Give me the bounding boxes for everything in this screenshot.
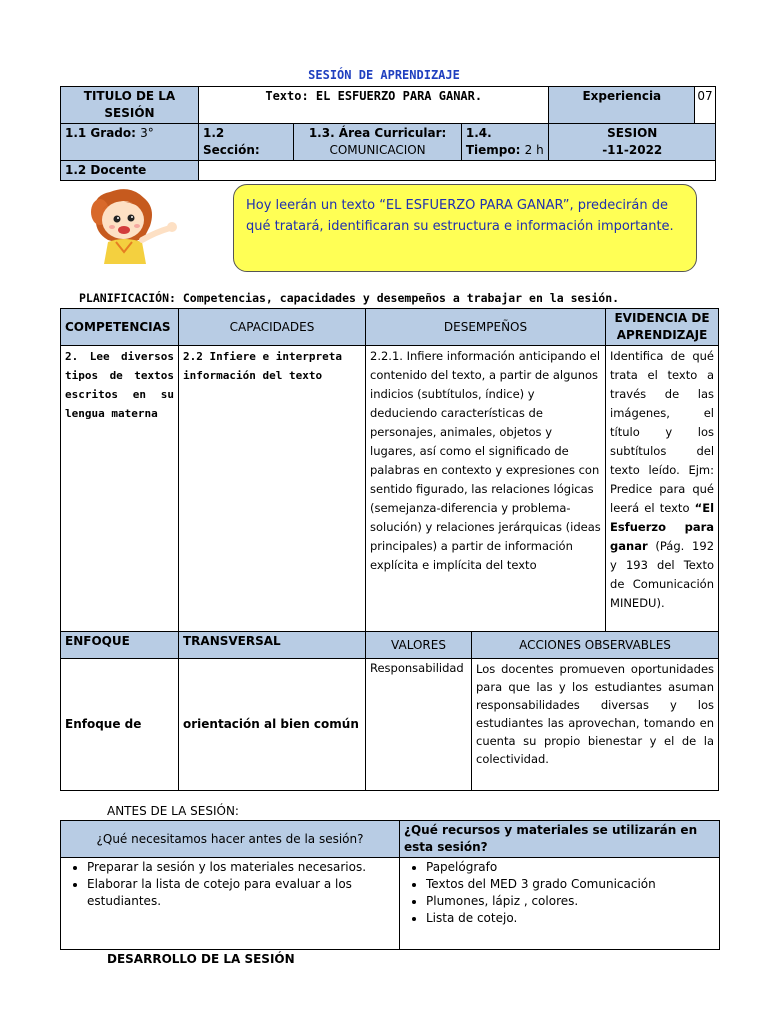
desempeno-text: 2.2.1. Infiere información anticipando el contenido del texto, a partir de algunos indicios (subtítulos, índice) y deduciendo características de personajes, animales, objetos y lugares, así como el significado de palabras en contexto y expresiones con sentido figurado, las relaciones lógicas (semejanza-diferencia y problema-solución) y relaciones jerárquicas (ideas principales) a partir de información explícita e implícita del texto	[366, 346, 606, 632]
header-acciones: ACCIONES OBSERVABLES	[472, 632, 719, 659]
tiempo-label: Tiempo:	[465, 143, 521, 157]
experiencia-label: Experiencia	[549, 87, 695, 124]
seccion-number: 1.2	[203, 126, 225, 140]
antes-right-list	[404, 859, 715, 927]
evidencia-text-2b: “El Esfuerzo para ganar	[610, 501, 715, 553]
antes-header-right: ¿Qué recursos y materiales se utilizarán en esta sesión?	[400, 821, 720, 858]
area-cell	[294, 124, 462, 161]
sesion-cell	[549, 124, 716, 161]
evidencia-text-2c: (Pág. 192 y 193 del Texto de Comunicación MINEDU).	[610, 539, 715, 610]
valor-text: Responsabilidad	[366, 659, 472, 791]
antes-table	[60, 820, 720, 950]
evidencia-text-2a: Ejm: Predice para qué leerá el texto	[610, 463, 715, 515]
capacidad-text: 2.2 Infiere e interpreta información del texto	[179, 346, 366, 632]
area-value: COMUNICACION	[329, 143, 426, 157]
planning-table	[60, 308, 719, 791]
antes-right-cell	[400, 858, 720, 950]
competencia-text: 2. Lee diversos tipos de textos escritos en su lengua materna	[61, 346, 179, 632]
header-table	[60, 86, 716, 181]
sesion-label: SESION	[607, 126, 658, 140]
header-valores: VALORES	[366, 632, 472, 659]
list-item: • Elaborar la lista de cotejo para evaluar a los estudiantes.	[87, 876, 395, 910]
enfoque-text: Enfoque de	[61, 659, 179, 791]
acciones-text: Los docentes promueven oportunidades para que las y los estudiantes asuman responsabilidades diversas y los estudiantes las aprovechan, tomando en cuenta su propio bienestar y el de la colectividad.	[472, 659, 719, 791]
tiempo-value: 2 h	[524, 143, 544, 157]
grado-label: 1.1 Grado:	[65, 126, 136, 140]
session-title: SESIÓN DE APRENDIZAJE	[308, 68, 460, 82]
header-enfoque: ENFOQUE	[61, 632, 179, 659]
header-transversal: TRANSVERSAL	[179, 632, 366, 659]
header-evidencia: EVIDENCIA DE APRENDIZAJE	[606, 309, 719, 346]
list-item: • Plumones, lápiz , colores.	[426, 893, 715, 910]
texto-title: Texto: EL ESFUERZO PARA GANAR.	[199, 87, 549, 124]
docente-value	[199, 161, 716, 181]
titulo-label: TITULO DE LA SESIÓN	[61, 87, 199, 124]
header-desempenos: DESEMPEÑOS	[366, 309, 606, 346]
list-item: • Preparar la sesión y los materiales necesarios.	[87, 859, 395, 876]
planificacion-heading: PLANIFICACIÓN: Competencias, capacidades y desempeños a trabajar en la sesión.	[79, 291, 620, 305]
list-item: • Textos del MED 3 grado Comunicación	[426, 876, 715, 893]
header-capacidades: CAPACIDADES	[179, 309, 366, 346]
seccion-label: Sección:	[203, 143, 260, 157]
grado-cell	[61, 124, 199, 161]
tiempo-number: 1.4.	[465, 126, 492, 140]
header-competencias: COMPETENCIAS	[61, 309, 179, 346]
transversal-text: orientación al bien común	[179, 659, 366, 791]
antes-header-left: ¿Qué necesitamos hacer antes de la sesión?	[61, 821, 400, 858]
sesion-date: -11-2022	[602, 143, 663, 157]
desarrollo-heading: DESARROLLO DE LA SESIÓN	[107, 952, 295, 966]
girl-illustration	[86, 186, 182, 266]
docente-label: 1.2 Docente	[61, 161, 199, 181]
antes-left-list	[65, 859, 395, 910]
evidencia-text-1: Identifica de qué trata el texto a través de las imágenes, el título y los subtítulos del texto leído.	[610, 349, 715, 477]
antes-heading: ANTES DE LA SESIÓN:	[107, 804, 239, 818]
list-item: • Papelógrafo	[426, 859, 715, 876]
area-label: 1.3. Área Curricular:	[308, 126, 447, 140]
list-item: • Lista de cotejo.	[426, 910, 715, 927]
seccion-cell	[199, 124, 294, 161]
speech-bubble: Hoy leerán un texto “EL ESFUERZO PARA GANAR”, predecirán de qué tratará, identificaran su estructura e información importante.	[233, 184, 697, 272]
grado-value: 3°	[140, 126, 154, 140]
evidencia-cell	[606, 346, 719, 632]
antes-left-cell	[61, 858, 400, 950]
experiencia-number: 07	[695, 87, 716, 124]
tiempo-cell	[461, 124, 549, 161]
